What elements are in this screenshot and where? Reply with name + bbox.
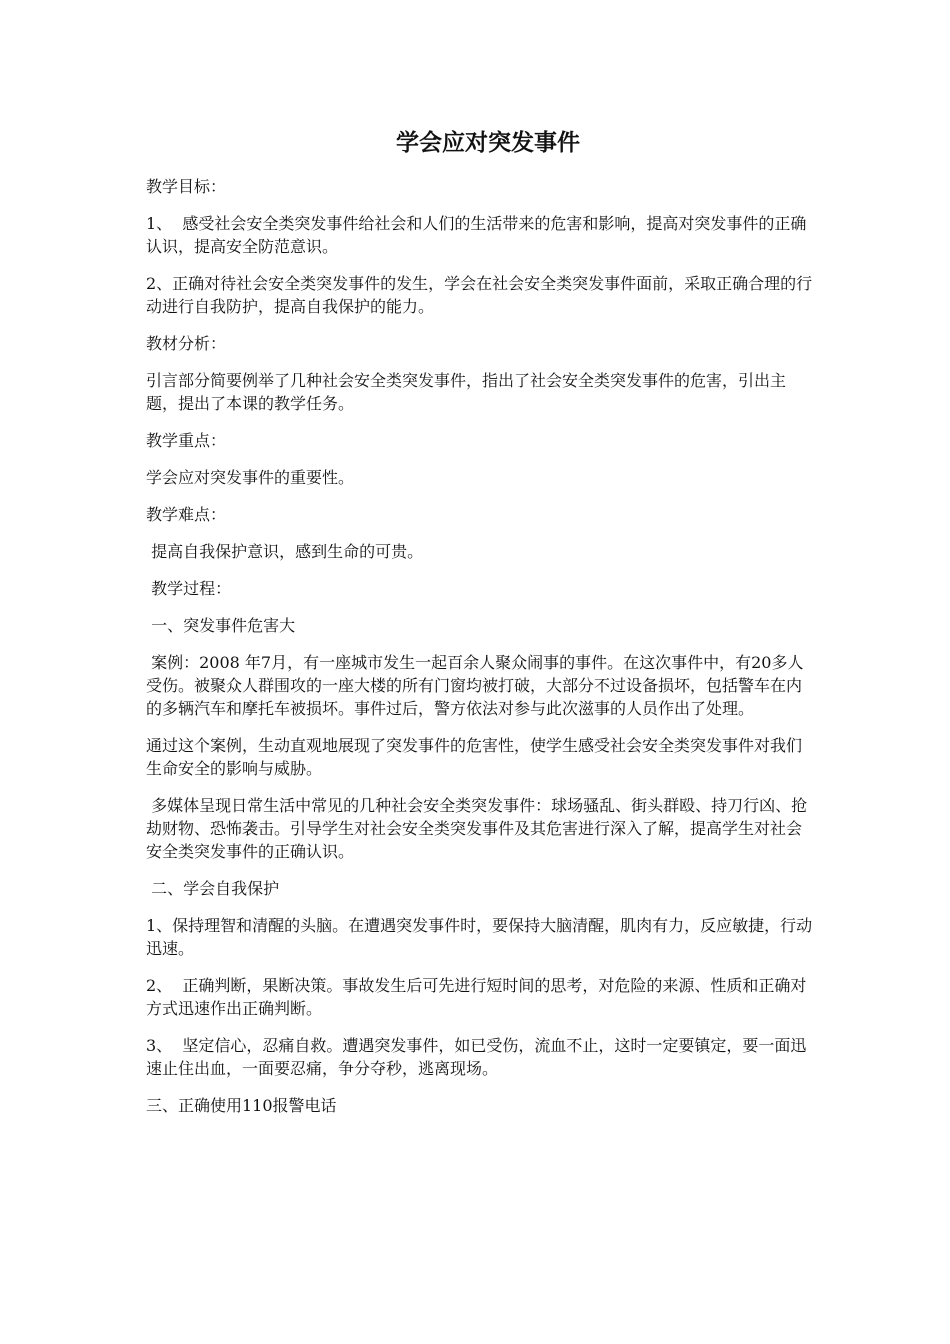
document-title: 学会应对突发事件 bbox=[396, 130, 580, 156]
paragraph-case-summary: 通过这个案例，生动直观地展现了突发事件的危害性，使学生感受社会安全类突发事件对我们生命安全的影响与威胁。 bbox=[146, 736, 803, 778]
section-1-heading: 一、突发事件危害大 bbox=[146, 616, 296, 635]
paragraph-goal-2: 2、正确对待社会安全类突发事件的发生，学会在社会安全类突发事件面前，采取正确合理的行动进行自我防护，提高自我保护的能力。 bbox=[146, 274, 813, 316]
paragraph-protection-1: 1、保持理智和清醒的头脑。在遭遇突发事件时，要保持大脑清醒，肌肉有力，反应敏捷，行动迅速。 bbox=[146, 916, 813, 958]
paragraph-case-study: 案例：2008 年7月，有一座城市发生一起百余人聚众闹事的事件。在这次事件中，有20多人受伤。被聚众人群围攻的一座大楼的所有门窗均被打破，大部分不过设备损坏，包括警车在内的多辆汽车和摩托车被损坏。事件过后，警方依法对参与此次滋事的人员作出了处理。 bbox=[146, 653, 804, 718]
section-3-heading: 三、正确使用110报警电话 bbox=[146, 1096, 337, 1115]
paragraph-teaching-goals-heading: 教学目标： bbox=[146, 177, 227, 196]
paragraph-material-analysis-heading: 教材分析： bbox=[146, 334, 227, 353]
paragraph-difficulties-heading: 教学难点： bbox=[146, 505, 227, 524]
paragraph-multimedia: 多媒体呈现日常生活中常见的几种社会安全类突发事件：球场骚乱、街头群殴、持刀行凶、抢劫财物、恐怖袭击。引导学生对社会安全类突发事件及其危害进行深入了解，提高学生对社会安全类突发事件的正确认识。 bbox=[146, 796, 808, 861]
paragraph-key-points: 学会应对突发事件的重要性。 bbox=[146, 468, 355, 487]
paragraph-protection-2: 2、 正确判断，果断决策。事故发生后可先进行短时间的思考，对危险的来源、性质和正确对方式迅速作出正确判断。 bbox=[146, 976, 807, 1018]
section-2-heading: 二、学会自我保护 bbox=[146, 879, 280, 898]
paragraph-goal-1: 1、 感受社会安全类突发事件给社会和人们的生活带来的危害和影响，提高对突发事件的正确认识，提高安全防范意识。 bbox=[146, 214, 807, 256]
paragraph-key-points-heading: 教学重点： bbox=[146, 431, 227, 450]
paragraph-protection-3: 3、 坚定信心，忍痛自救。遭遇突发事件，如已受伤，流血不止，这时一定要镇定，要一面迅速止住出血，一面要忍痛，争分夺秒，逃离现场。 bbox=[146, 1036, 807, 1078]
paragraph-difficulties: 提高自我保护意识，感到生命的可贵。 bbox=[146, 542, 424, 561]
paragraph-process-heading: 教学过程： bbox=[146, 579, 232, 598]
paragraph-material-analysis: 引言部分简要例举了几种社会安全类突发事件，指出了社会安全类突发事件的危害，引出主题，提出了本课的教学任务。 bbox=[146, 371, 787, 413]
document-body bbox=[146, 175, 816, 1131]
